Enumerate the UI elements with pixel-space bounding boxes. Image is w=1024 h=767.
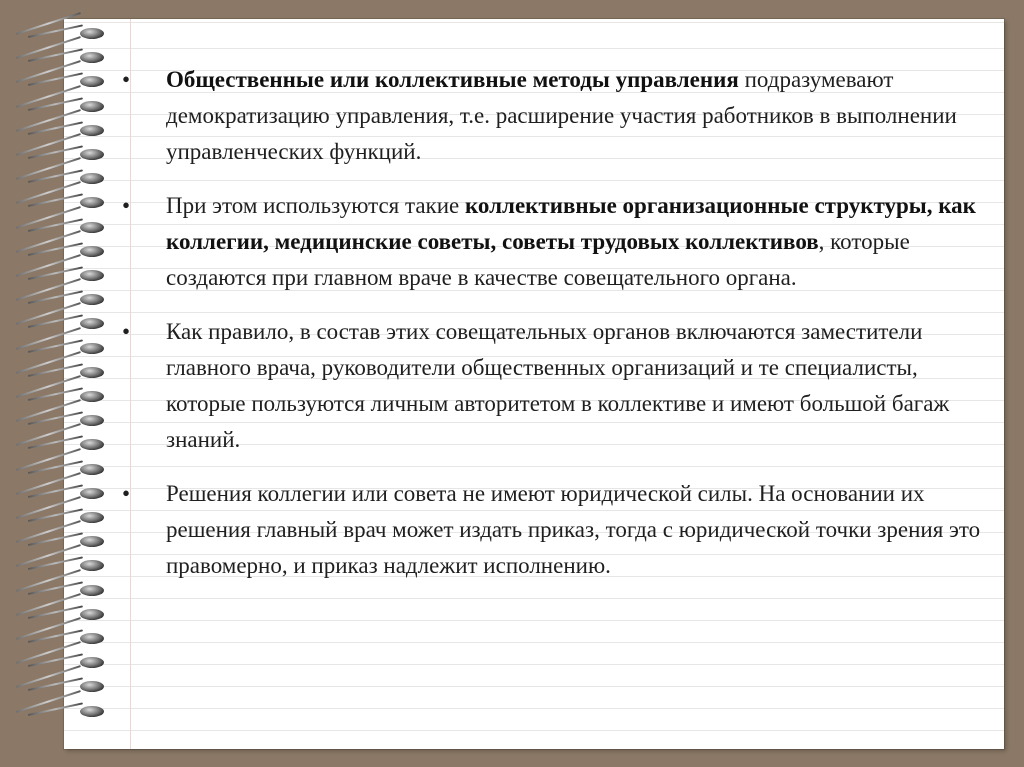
spiral-ring	[10, 655, 110, 670]
spiral-ring	[10, 147, 110, 162]
spiral-ring	[10, 244, 110, 259]
slide-content	[122, 62, 1002, 602]
spiral-ring	[10, 123, 110, 138]
spiral-ring	[10, 50, 110, 65]
text: При этом используются такие	[166, 193, 465, 218]
spiral-binding	[10, 26, 110, 746]
spiral-ring	[10, 341, 110, 356]
list-item-2	[122, 188, 1002, 296]
spiral-ring	[10, 389, 110, 404]
spiral-ring	[10, 220, 110, 235]
spiral-ring	[10, 486, 110, 501]
text: , которые создаются при главном враче в качестве совещательного органа.	[166, 229, 910, 290]
bold-text: коллективные организационные структуры, как коллегии, медицинские советы, советы трудовых коллективов	[166, 193, 976, 254]
spiral-ring	[10, 534, 110, 549]
spiral-ring	[10, 462, 110, 477]
spiral-ring	[10, 74, 110, 89]
bullet: •	[122, 193, 131, 218]
spiral-ring	[10, 195, 110, 210]
spiral-ring	[10, 631, 110, 646]
bold-text: Общественные или коллективные методы управления	[166, 67, 739, 92]
spiral-ring	[10, 99, 110, 114]
spiral-ring	[10, 365, 110, 380]
spiral-ring	[10, 26, 110, 41]
spiral-ring	[10, 316, 110, 331]
spiral-ring	[10, 607, 110, 622]
spiral-ring	[10, 510, 110, 525]
text: Решения коллегии или совета не имеют юридической силы. На основании их решения главный врач может издать приказ, тогда с юридической точки зрения это правомерно, и приказ надлежит исполнению.	[166, 481, 981, 578]
spiral-ring	[10, 558, 110, 573]
spiral-ring	[10, 704, 110, 719]
list-item-1	[122, 62, 1002, 170]
spiral-ring	[10, 292, 110, 307]
bullet: •	[122, 481, 131, 506]
text: Как правило, в состав этих совещательных органов включаются заместители главного врача, руководители общественных организаций и те специалисты, которые пользуются личным авторитетом в коллективе и имеют большой багаж знаний.	[166, 319, 950, 452]
spiral-ring	[10, 437, 110, 452]
spiral-ring	[10, 583, 110, 598]
spiral-ring	[10, 171, 110, 186]
list-item-3	[122, 314, 1002, 458]
bullet: •	[122, 67, 131, 92]
bullet: •	[122, 319, 131, 344]
text: подразумевают демократизацию управления, т.е. расширение участия работников в выполнении управленческих функций.	[166, 67, 957, 164]
spiral-ring	[10, 413, 110, 428]
spiral-ring	[10, 268, 110, 283]
list-item-4	[122, 476, 1002, 584]
spiral-ring	[10, 679, 110, 694]
